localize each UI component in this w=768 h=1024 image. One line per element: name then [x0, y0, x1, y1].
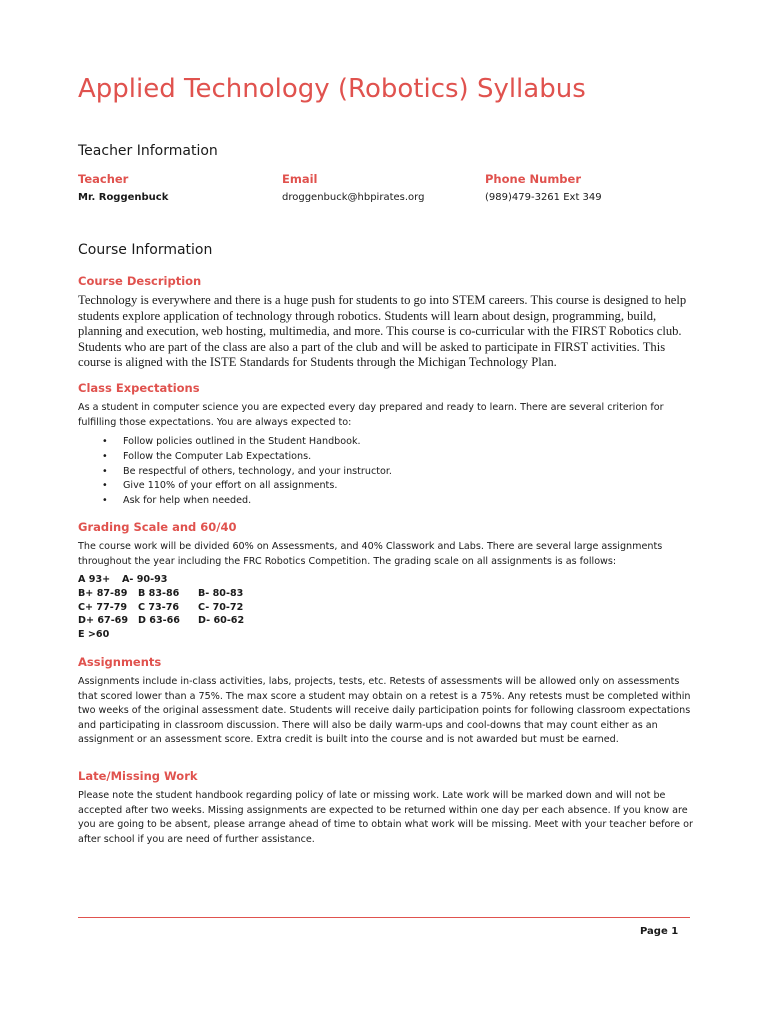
course-description-heading: Course Description — [78, 274, 202, 288]
assignments-heading: Assignments — [78, 655, 162, 669]
grading-scale-heading: Grading Scale and 60/40 — [78, 520, 237, 534]
grading-scale-table — [78, 573, 244, 642]
grade-row: E >60 — [78, 629, 110, 641]
course-description-text: Technology is everywhere and there is a huge push for students to go into STEM careers. This course is designed to help students explore application of technology through robotics. Students will learn about design, programming, build, planning and execution, web hosting, multimedia, and more. This course is co-curricular with the FIRST Robotics club. Students who are part of the class are also a part of the club and will be asked to participate in FIRST activities. This course is aligned with the ISTE Standards for Students through the Michigan Technology Plan. — [78, 293, 687, 369]
grade-row: B+ 87-89 B 83-86 B- 80-83 — [78, 587, 244, 599]
late-missing-text: Please note the student handbook regarding policy of late or missing work. Late work will be marked down and will not be accepted after two weeks. Missing assignments are expected to be returned within one day per each absence. If you know are you are going to be absent, please arrange ahead of time to obtain what work will be missing. Meet with your teacher before or after school if you are need of further assistance. — [78, 790, 693, 845]
grade-row: D+ 67-69 D 63-66 D- 60-62 — [78, 615, 245, 627]
document-title: Applied Technology (Robotics) Syllabus — [78, 74, 586, 104]
list-item: • Follow policies outlined in the Student Handbook. — [78, 435, 392, 450]
teacher-name: Mr. Roggenbuck — [78, 192, 169, 203]
grading-intro: The course work will be divided 60% on Assessments, and 40% Classwork and Labs. There are several large assignments throughout the year including the FRC Robotics Competition. The grading scale on all assignments is as follows: — [78, 541, 663, 567]
course-info-heading: Course Information — [78, 242, 213, 258]
teacher-email: droggenbuck@hbpirates.org — [282, 192, 425, 203]
bullet-dot-icon: • — [102, 465, 108, 477]
bullet-dot-icon: • — [102, 450, 108, 462]
grade-row: A 93+ A- 90-93 — [78, 574, 168, 585]
teacher-label: Teacher — [78, 172, 129, 186]
late-missing-heading: Late/Missing Work — [78, 769, 198, 783]
grade-row: C+ 77-79 C 73-76 C- 70-72 — [78, 601, 244, 613]
bullet-dot-icon: • — [102, 436, 108, 447]
teacher-phone: (989)479-3261 Ext 349 — [485, 192, 602, 203]
bullet-dot-icon: • — [102, 495, 108, 507]
teacher-info-heading: Teacher Information — [78, 143, 218, 159]
expectations-list — [78, 435, 392, 509]
list-item: • Give 110% of your effort on all assignments. — [78, 479, 392, 494]
bullet-dot-icon: • — [102, 480, 108, 492]
email-label: Email — [282, 172, 318, 186]
phone-label: Phone Number — [485, 172, 582, 186]
class-expectations-heading: Class Expectations — [78, 381, 200, 395]
assignments-text: Assignments include in-class activities, labs, projects, tests, etc. Retests of assessments will be allowed only on assessments that scored lower than a 75%. The max score a student may obtain on a retest is a 75%. Any retests must be completed within two weeks of the original assessment date. Students will receive daily participation points for following classroom expectations and participating in classroom discussion. There will also be daily warm-ups and cool-downs that may count either as an assignment or an assessment score. Extra credit is built into the course and is not awarded but must be earned. — [78, 676, 691, 746]
class-expectations-intro: As a student in computer science you are expected every day prepared and ready to learn. There are several criterion for fulfilling those expectations. You are always expected to: — [78, 402, 664, 428]
list-item: • Ask for help when needed. — [78, 494, 392, 509]
list-item: • Follow the Computer Lab Expectations. — [78, 450, 392, 465]
page-number: Page 1 — [640, 926, 679, 937]
footer-divider — [78, 917, 690, 918]
list-item: • Be respectful of others, technology, and your instructor. — [78, 465, 392, 480]
